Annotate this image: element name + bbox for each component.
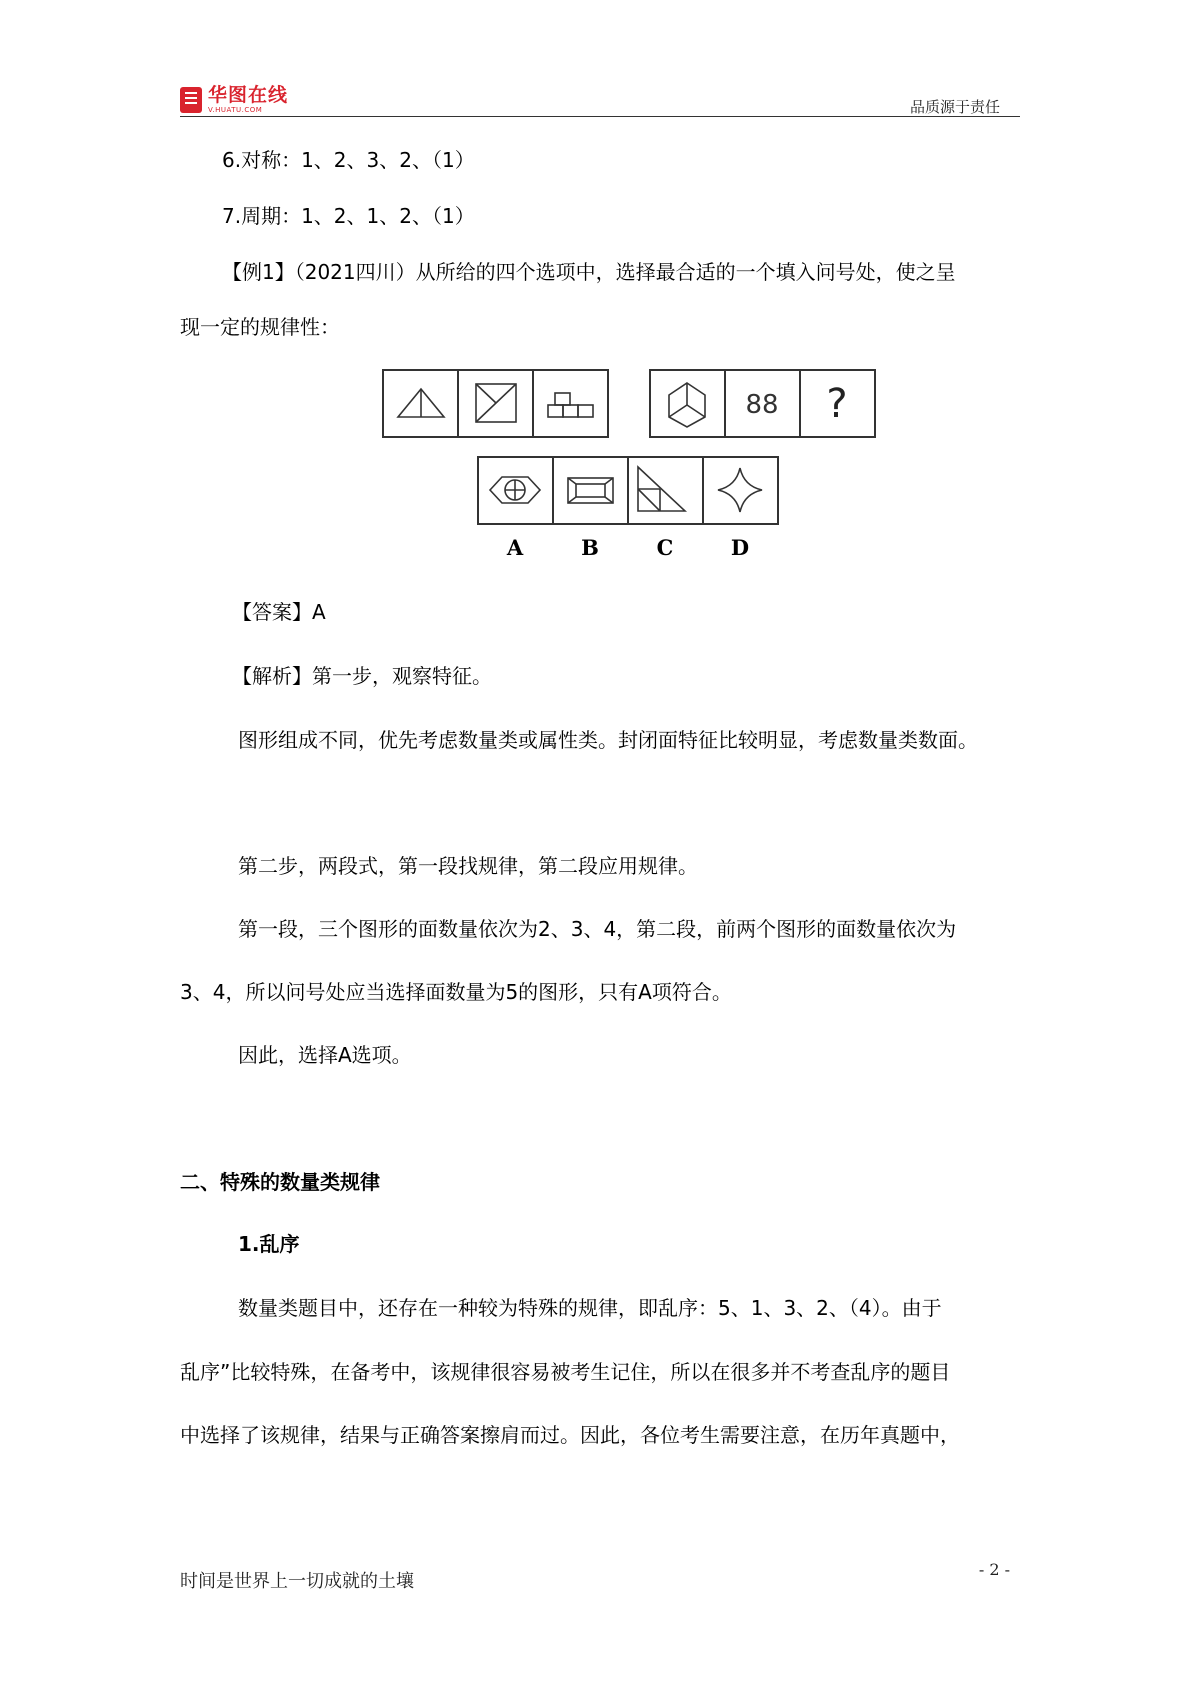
option-box-b (553, 457, 628, 524)
logo-text: 华图在线 (208, 84, 289, 106)
line-period: 7.周期：1、2、1、2、（1） (222, 204, 475, 228)
line-symmetry: 6.对称：1、2、3、2、（1） (222, 148, 475, 172)
para-3c: 中选择了该规律，结果与正确答案擦肩而过。因此，各位考生需要注意，在历年真题中， (180, 1423, 960, 1447)
answer-line: 【答案】A (232, 600, 326, 624)
subsection-1-heading: 1.乱序 (238, 1232, 300, 1256)
option-label-d: D (730, 535, 750, 560)
example-1-question-cont: 现一定的规律性： (180, 315, 340, 339)
question-mark: ? (826, 381, 848, 427)
step-2-line: 第二步，两段式，第一段找规律，第二段应用规律。 (238, 854, 698, 878)
conclusion-line: 因此，选择A选项。 (238, 1043, 412, 1067)
footer-motto: 时间是世界上一切成就的土壤 (180, 1571, 414, 1592)
option-label-b: B (581, 535, 599, 560)
para-3a: 数量类题目中，还存在一种较为特殊的规律，即乱序：5、1、3、2、（4）。由于 (238, 1296, 942, 1320)
para-3b: 乱序”比较特殊，在备考中，该规律很容易被考生记住，所以在很多并不考查乱序的题目 (180, 1360, 951, 1384)
analysis-line: 【解析】第一步，观察特征。 (232, 664, 492, 688)
header-divider (180, 116, 1020, 117)
logo-url: V.HUATU.COM (208, 106, 263, 114)
option-label-a: A (506, 535, 524, 560)
option-box-d (703, 457, 778, 524)
analysis-para-2b: 3、4，所以问号处应当选择面数量为5的图形，只有A项符合。 (180, 980, 732, 1004)
puzzle-figure (380, 365, 880, 565)
analysis-para-1: 图形组成不同，优先考虑数量类或属性类。封闭面特征比较明显，考虑数量类数面。 (238, 728, 978, 752)
example-1-question: 【例1】（2021四川）从所给的四个选项中，选择最合适的一个填入问号处，使之呈 (222, 260, 956, 284)
header-slogan: 品质源于责任 (909, 98, 1000, 116)
option-label-c: C (656, 535, 674, 560)
huatu-logo (180, 86, 288, 114)
huatu-logo-icon (180, 87, 202, 113)
analysis-para-2a: 第一段，三个图形的面数量依次为2、3、4，第二段，前两个图形的面数量依次为 (238, 917, 957, 941)
eight-eight-text: 88 (745, 390, 779, 420)
page-number: - 2 - (978, 1560, 1010, 1579)
section-2-heading: 二、特殊的数量类规律 (180, 1170, 380, 1194)
